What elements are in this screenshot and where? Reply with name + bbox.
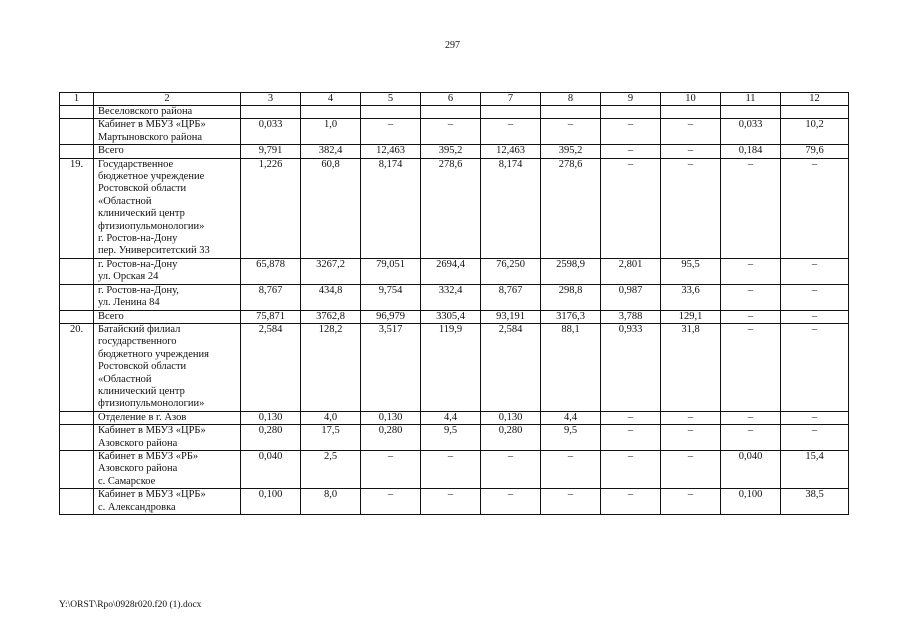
name-cell: Государственное бюджетное учреждение Ростовской области «Областной клинический центр фтизиопульмонологии» г. Ростов-на-Дону пер. Университетский 33 [94,158,241,258]
value-cell: – [721,310,781,323]
value-cell: 3176,3 [541,310,601,323]
row-number-cell [60,145,94,158]
header-cell: 1 [60,93,94,106]
value-cell: – [781,411,849,424]
value-cell: 278,6 [421,158,481,258]
value-cell: 2,5 [301,450,361,488]
value-cell: 76,250 [481,258,541,284]
value-cell: – [661,119,721,145]
value-cell: – [481,119,541,145]
value-cell: – [601,119,661,145]
header-cell: 10 [661,93,721,106]
table-row [60,489,849,515]
value-cell: – [721,158,781,258]
value-cell: – [721,258,781,284]
value-cell: – [481,450,541,488]
value-cell: 0,280 [241,425,301,451]
footer-file-path: Y:\ORST\Rpo\0928r020.f20 (1).docx [59,600,202,610]
value-cell [361,106,421,119]
header-cell: 4 [301,93,361,106]
value-cell: 129,1 [661,310,721,323]
row-number-cell [60,119,94,145]
value-cell: 4,4 [421,411,481,424]
value-cell: 0,100 [721,489,781,515]
value-cell: 88,1 [541,323,601,411]
row-number-cell [60,425,94,451]
value-cell: 95,5 [661,258,721,284]
value-cell: 0,040 [721,450,781,488]
table-row [60,258,849,284]
value-cell: 79,6 [781,145,849,158]
header-cell: 7 [481,93,541,106]
value-cell: 2,584 [241,323,301,411]
table-row [60,145,849,158]
value-cell: 12,463 [361,145,421,158]
value-cell: 298,8 [541,284,601,310]
table-row [60,158,849,258]
table-row [60,411,849,424]
value-cell: – [541,450,601,488]
value-cell: 3,788 [601,310,661,323]
value-cell: – [481,489,541,515]
value-cell: 434,8 [301,284,361,310]
table-row [60,284,849,310]
value-cell: 75,871 [241,310,301,323]
row-number-cell [60,258,94,284]
value-cell: – [661,145,721,158]
row-number-cell [60,450,94,488]
value-cell: 0,100 [241,489,301,515]
value-cell: 3305,4 [421,310,481,323]
value-cell: 119,9 [421,323,481,411]
row-number-cell [60,106,94,119]
value-cell: – [721,284,781,310]
value-cell: 3762,8 [301,310,361,323]
name-cell: Всего [94,145,241,158]
value-cell: 8,174 [481,158,541,258]
value-cell: 17,5 [301,425,361,451]
value-cell: 8,767 [241,284,301,310]
value-cell: 128,2 [301,323,361,411]
name-cell: г. Ростов-на-Дону ул. Орская 24 [94,258,241,284]
value-cell: 2598,9 [541,258,601,284]
row-number-cell: 20. [60,323,94,411]
value-cell: 0,130 [241,411,301,424]
row-number-cell [60,284,94,310]
value-cell: 8,174 [361,158,421,258]
header-cell: 8 [541,93,601,106]
page-number: 297 [445,40,460,51]
header-cell: 5 [361,93,421,106]
header-row [60,93,849,106]
value-cell: 79,051 [361,258,421,284]
value-cell: – [721,425,781,451]
value-cell [481,106,541,119]
header-cell: 3 [241,93,301,106]
table-row [60,119,849,145]
value-cell: – [421,450,481,488]
value-cell: 96,979 [361,310,421,323]
value-cell: 0,033 [721,119,781,145]
value-cell: 0,040 [241,450,301,488]
table-row [60,425,849,451]
value-cell [241,106,301,119]
value-cell: 2694,4 [421,258,481,284]
row-number-cell: 19. [60,158,94,258]
value-cell: 1,0 [301,119,361,145]
value-cell: 0,184 [721,145,781,158]
value-cell: 0,033 [241,119,301,145]
value-cell: 12,463 [481,145,541,158]
value-cell [721,106,781,119]
value-cell: – [601,145,661,158]
header-cell: 6 [421,93,481,106]
name-cell: Батайский филиал государственного бюджетного учреждения Ростовской области «Областной клинический центр фтизиопульмонологии» [94,323,241,411]
value-cell: – [421,489,481,515]
name-cell: Кабинет в МБУЗ «ЦРБ» с. Александровка [94,489,241,515]
value-cell: – [781,323,849,411]
value-cell: – [541,489,601,515]
value-cell: – [661,425,721,451]
value-cell: 3,517 [361,323,421,411]
value-cell: 332,4 [421,284,481,310]
value-cell: – [601,158,661,258]
data-table [59,92,849,515]
name-cell: Кабинет в МБУЗ «РБ» Азовского района с. Самарское [94,450,241,488]
value-cell: 93,191 [481,310,541,323]
name-cell: Отделение в г. Азов [94,411,241,424]
value-cell: 0,933 [601,323,661,411]
value-cell: 38,5 [781,489,849,515]
value-cell: – [361,450,421,488]
header-cell: 2 [94,93,241,106]
value-cell: 60,8 [301,158,361,258]
value-cell: 33,6 [661,284,721,310]
table-row [60,106,849,119]
value-cell: – [661,411,721,424]
value-cell: – [781,425,849,451]
value-cell: 9,5 [541,425,601,451]
value-cell [661,106,721,119]
value-cell: 4,0 [301,411,361,424]
value-cell: 382,4 [301,145,361,158]
value-cell: – [541,119,601,145]
value-cell: – [661,450,721,488]
value-cell: 31,8 [661,323,721,411]
value-cell: – [421,119,481,145]
name-cell: Всего [94,310,241,323]
header-cell: 12 [781,93,849,106]
value-cell: 9,791 [241,145,301,158]
value-cell: – [781,158,849,258]
value-cell: – [601,489,661,515]
value-cell: 9,5 [421,425,481,451]
value-cell: 395,2 [421,145,481,158]
value-cell: 15,4 [781,450,849,488]
value-cell: – [361,489,421,515]
value-cell: 10,2 [781,119,849,145]
row-number-cell [60,411,94,424]
value-cell [601,106,661,119]
value-cell: 8,0 [301,489,361,515]
name-cell: г. Ростов-на-Дону, ул. Ленина 84 [94,284,241,310]
value-cell: 2,584 [481,323,541,411]
table-row [60,323,849,411]
name-cell: Кабинет в МБУЗ «ЦРБ» Азовского района [94,425,241,451]
value-cell: – [721,323,781,411]
table-row [60,450,849,488]
value-cell: – [661,489,721,515]
name-cell: Кабинет в МБУЗ «ЦРБ» Мартыновского района [94,119,241,145]
header-cell: 11 [721,93,781,106]
value-cell [301,106,361,119]
value-cell: – [601,450,661,488]
value-cell: – [781,284,849,310]
value-cell: – [361,119,421,145]
row-number-cell [60,489,94,515]
name-cell: Веселовского района [94,106,241,119]
value-cell: 8,767 [481,284,541,310]
value-cell: – [781,310,849,323]
value-cell [541,106,601,119]
value-cell: 9,754 [361,284,421,310]
value-cell: 395,2 [541,145,601,158]
value-cell: – [721,411,781,424]
header-cell: 9 [601,93,661,106]
value-cell [421,106,481,119]
row-number-cell [60,310,94,323]
value-cell: – [781,258,849,284]
value-cell: 0,987 [601,284,661,310]
value-cell: 2,801 [601,258,661,284]
value-cell: 1,226 [241,158,301,258]
value-cell: 278,6 [541,158,601,258]
value-cell: – [661,158,721,258]
value-cell [781,106,849,119]
value-cell: – [601,411,661,424]
value-cell: 65,878 [241,258,301,284]
value-cell: – [601,425,661,451]
table-row [60,310,849,323]
value-cell: 0,130 [481,411,541,424]
value-cell: 4,4 [541,411,601,424]
value-cell: 0,280 [361,425,421,451]
value-cell: 0,280 [481,425,541,451]
value-cell: 3267,2 [301,258,361,284]
value-cell: 0,130 [361,411,421,424]
